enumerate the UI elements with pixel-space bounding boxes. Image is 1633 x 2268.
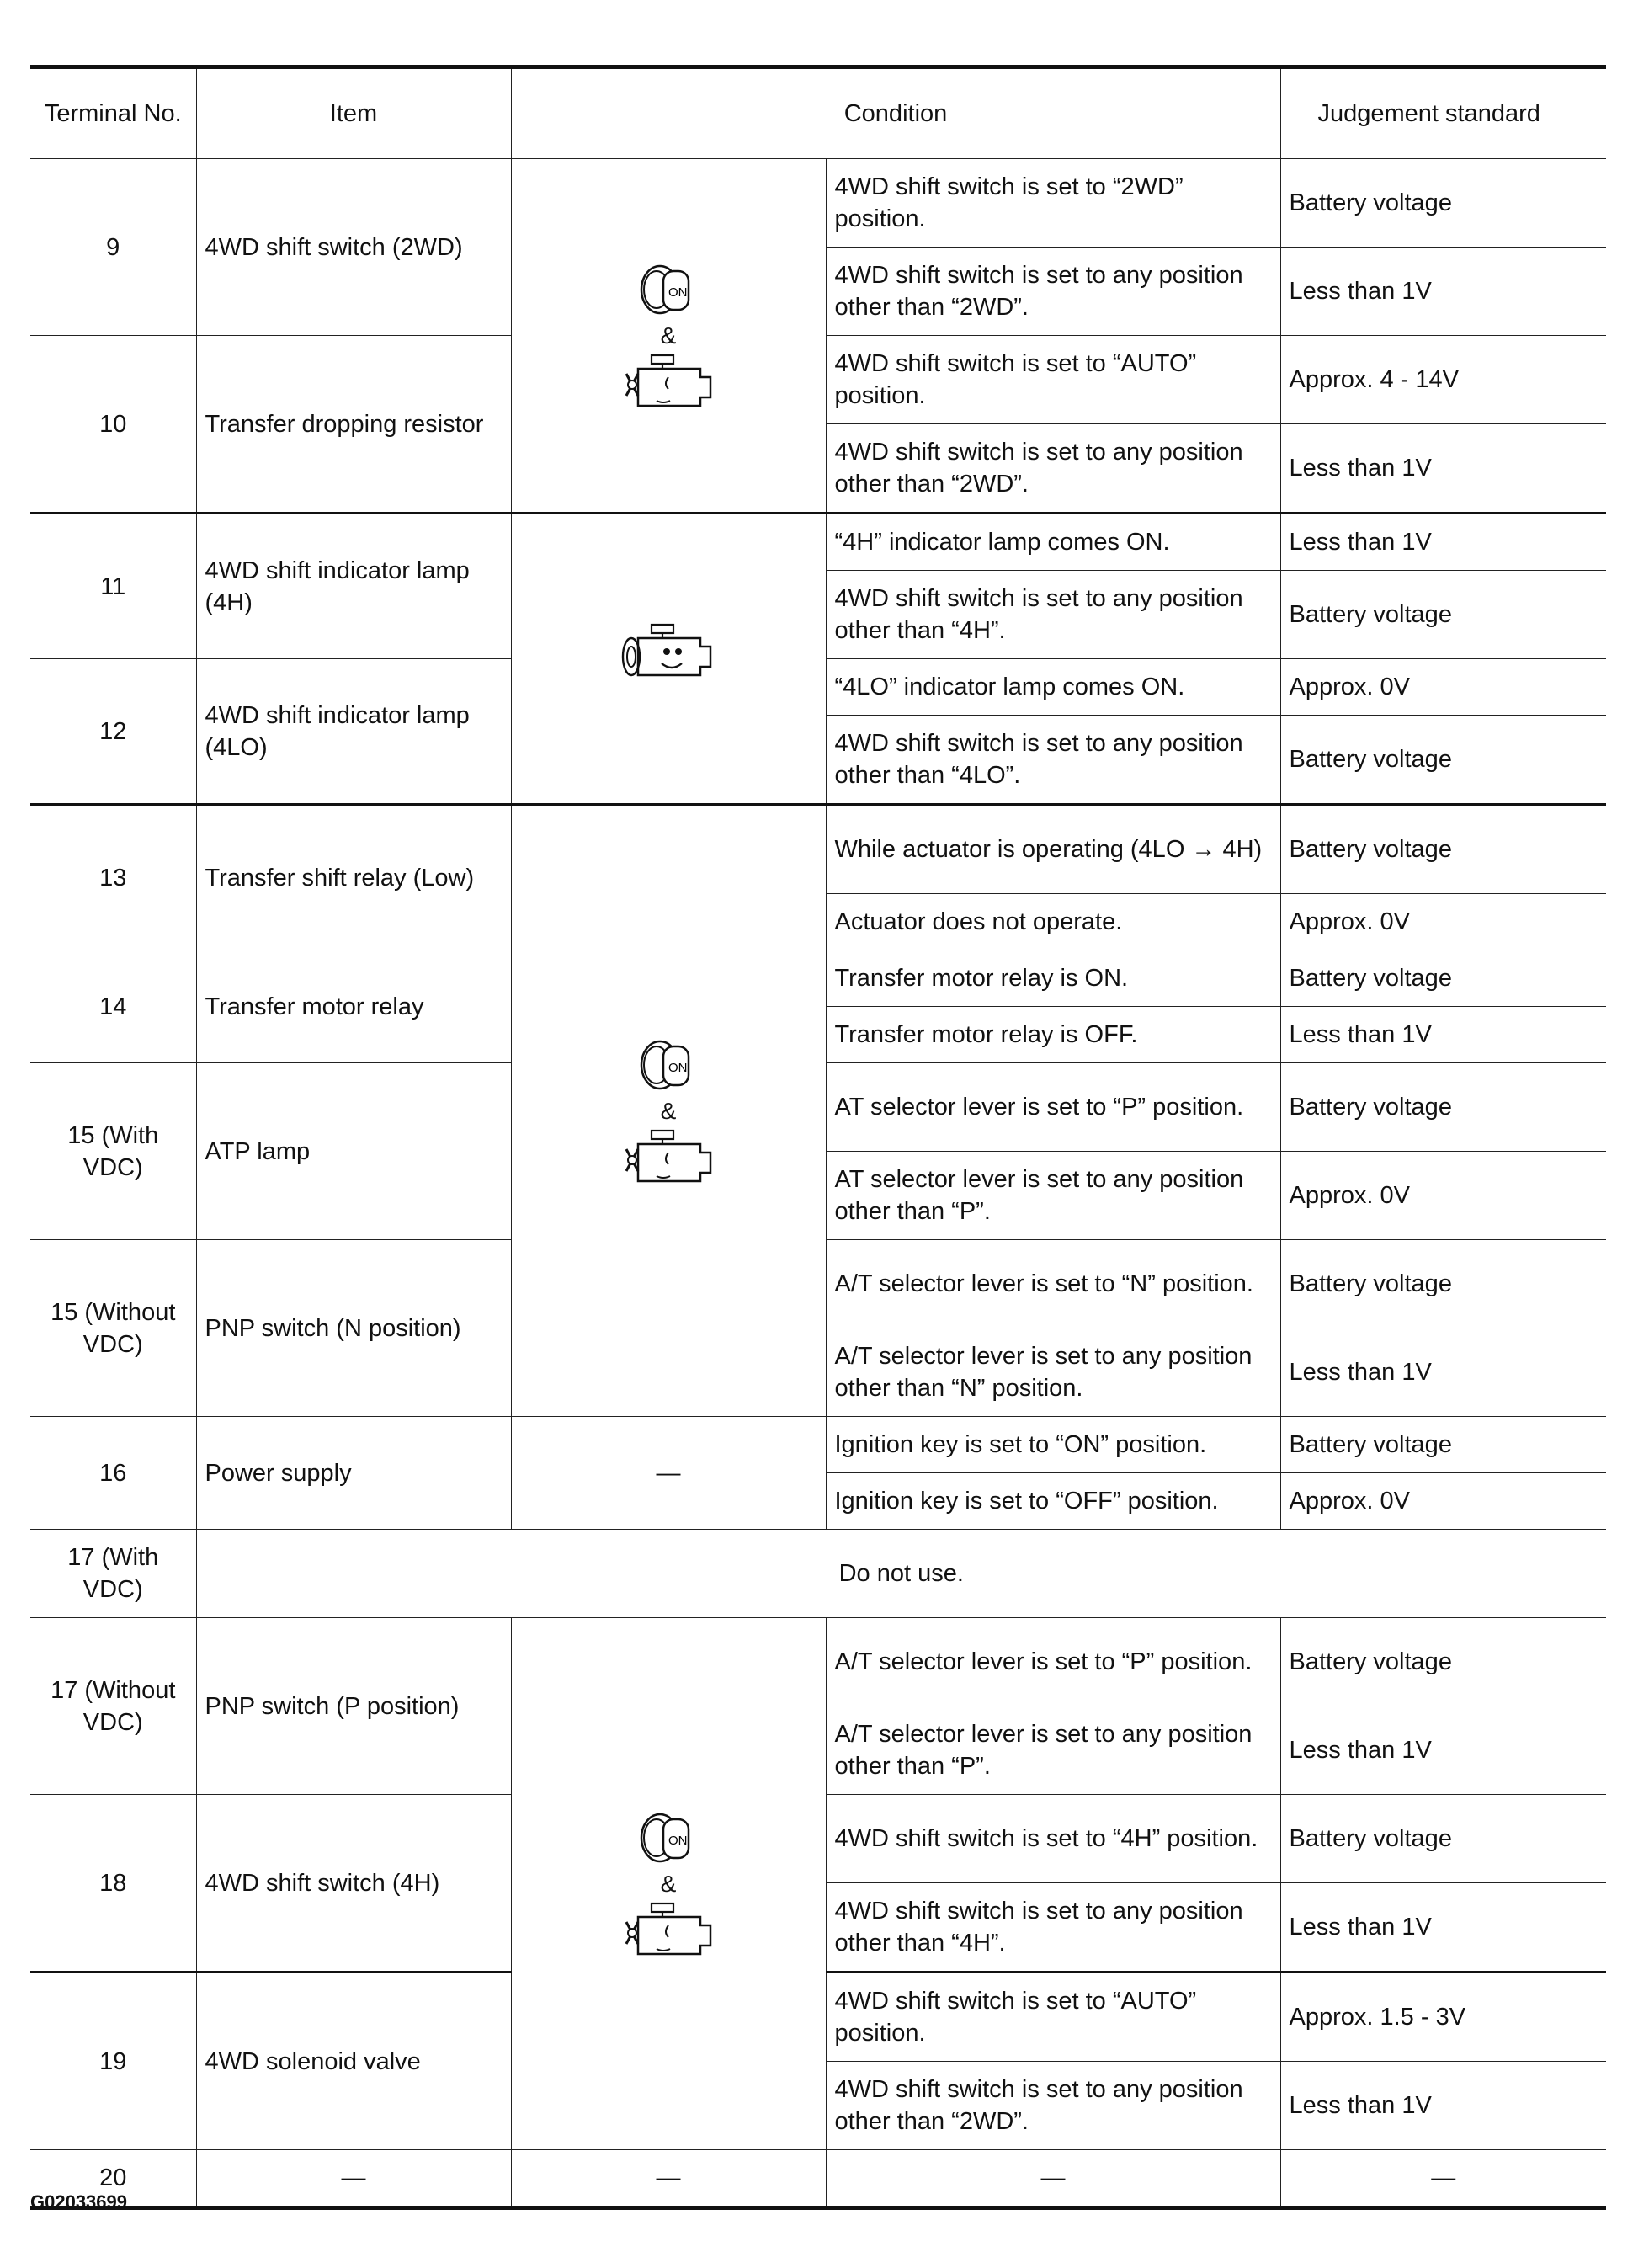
condition-icon-cell	[511, 805, 826, 1417]
judgement-value: —	[1280, 2150, 1606, 2208]
judgement-value: Battery voltage	[1280, 1417, 1606, 1473]
condition-text: A/T selector lever is set to “N” position.	[826, 1240, 1280, 1328]
condition-text: Ignition key is set to “OFF” position.	[826, 1473, 1280, 1530]
judgement-value: Battery voltage	[1280, 716, 1606, 805]
judgement-value: Less than 1V	[1280, 424, 1606, 514]
condition-text: 4WD shift switch is set to “2WD” position.	[826, 159, 1280, 248]
item-name: Transfer motor relay	[196, 950, 511, 1063]
item-name: 4WD solenoid valve	[196, 1973, 511, 2150]
ignition-on-icon	[635, 1809, 702, 1868]
terminal-number: 11	[30, 514, 196, 659]
condition-text: A/T selector lever is set to “P” position.	[826, 1618, 1280, 1706]
condition-text: While actuator is operating (4LO → 4H)	[826, 805, 1280, 894]
ampersand: &	[660, 322, 677, 349]
terminal-number: 16	[30, 1417, 196, 1530]
judgement-value: Approx. 1.5 - 3V	[1280, 1973, 1606, 2062]
ignition-on-icon	[635, 261, 702, 320]
header-item: Item	[196, 67, 511, 159]
table-row	[30, 159, 1606, 248]
terminal-number: 17 (With VDC)	[30, 1530, 196, 1618]
judgement-value: Battery voltage	[1280, 159, 1606, 248]
judgement-value: Less than 1V	[1280, 1328, 1606, 1417]
terminal-number: 15 (With VDC)	[30, 1063, 196, 1240]
item-name: 4WD shift switch (4H)	[196, 1795, 511, 1973]
terminal-number: 19	[30, 1973, 196, 2150]
item-name: 4WD shift indicator lamp (4LO)	[196, 659, 511, 805]
condition-text: 4WD shift switch is set to any position other than “4H”.	[826, 571, 1280, 659]
judgement-value: Battery voltage	[1280, 1063, 1606, 1152]
engine-running-icon	[620, 621, 717, 689]
judgement-value: Less than 1V	[1280, 514, 1606, 571]
judgement-value: Battery voltage	[1280, 571, 1606, 659]
item-name: —	[196, 2150, 511, 2208]
figure-code: G02033699	[30, 2191, 127, 2212]
terminal-judgement-table	[30, 65, 1606, 2210]
condition-text: A/T selector lever is set to any position other than “P”.	[826, 1706, 1280, 1795]
condition-dash: —	[511, 1417, 826, 1530]
judgement-value: Approx. 4 - 14V	[1280, 336, 1606, 424]
terminal-number: 14	[30, 950, 196, 1063]
condition-icon-cell	[511, 159, 826, 514]
judgement-value: Battery voltage	[1280, 1795, 1606, 1883]
engine-stopped-icon	[620, 352, 717, 411]
terminal-number: 18	[30, 1795, 196, 1973]
judgement-value: Approx. 0V	[1280, 894, 1606, 950]
terminal-number: 13	[30, 805, 196, 950]
item-name: PNP switch (P position)	[196, 1618, 511, 1795]
judgement-value: Approx. 0V	[1280, 659, 1606, 716]
item-name: PNP switch (N position)	[196, 1240, 511, 1417]
condition-text: 4WD shift switch is set to “4H” position.	[826, 1795, 1280, 1883]
terminal-table-document	[30, 65, 1606, 2210]
condition-text: “4H” indicator lamp comes ON.	[826, 514, 1280, 571]
judgement-value: Battery voltage	[1280, 1240, 1606, 1328]
judgement-value: Battery voltage	[1280, 950, 1606, 1007]
condition-text: AT selector lever is set to “P” position.	[826, 1063, 1280, 1152]
condition-text: AT selector lever is set to any position other than “P”.	[826, 1152, 1280, 1240]
condition-text: 4WD shift switch is set to “AUTO” position.	[826, 336, 1280, 424]
item-name: Power supply	[196, 1417, 511, 1530]
item-name: Transfer dropping resistor	[196, 336, 511, 514]
header-judgement-standard: Judgement standard	[1280, 67, 1606, 159]
condition-text: 4WD shift switch is set to any position other than “2WD”.	[826, 424, 1280, 514]
table-row	[30, 1417, 1606, 1473]
table-row	[30, 805, 1606, 894]
item-name: 4WD shift switch (2WD)	[196, 159, 511, 336]
table-row	[30, 1618, 1606, 1706]
judgement-value: Less than 1V	[1280, 1883, 1606, 1973]
judgement-value: Less than 1V	[1280, 1007, 1606, 1063]
judgement-value: Less than 1V	[1280, 248, 1606, 336]
condition-dash: —	[511, 2150, 826, 2208]
judgement-value: Battery voltage	[1280, 1618, 1606, 1706]
terminal-number: 10	[30, 336, 196, 514]
item-name: Transfer shift relay (Low)	[196, 805, 511, 950]
terminal-number: 12	[30, 659, 196, 805]
condition-text: Transfer motor relay is ON.	[826, 950, 1280, 1007]
item-name: 4WD shift indicator lamp (4H)	[196, 514, 511, 659]
judgement-value: Approx. 0V	[1280, 1473, 1606, 1530]
condition-text: 4WD shift switch is set to any position other than “2WD”.	[826, 248, 1280, 336]
ignition-on-icon	[635, 1036, 702, 1095]
judgement-value: Battery voltage	[1280, 805, 1606, 894]
terminal-number: 17 (Without VDC)	[30, 1618, 196, 1795]
header-terminal-no: Terminal No.	[30, 67, 196, 159]
do-not-use-note: Do not use.	[196, 1530, 1606, 1618]
ampersand: &	[660, 1097, 677, 1124]
condition-text: Actuator does not operate.	[826, 894, 1280, 950]
table-row	[30, 514, 1606, 571]
condition-text: A/T selector lever is set to any position other than “N” position.	[826, 1328, 1280, 1417]
condition-text: 4WD shift switch is set to “AUTO” position.	[826, 1973, 1280, 2062]
terminal-number: 9	[30, 159, 196, 336]
terminal-number: 15 (Without VDC)	[30, 1240, 196, 1417]
header-condition: Condition	[511, 67, 1280, 159]
condition-text: 4WD shift switch is set to any position other than “4H”.	[826, 1883, 1280, 1973]
engine-stopped-icon	[620, 1900, 717, 1959]
condition-text: 4WD shift switch is set to any position other than “2WD”.	[826, 2062, 1280, 2150]
ampersand: &	[660, 1870, 677, 1897]
condition-text: Ignition key is set to “ON” position.	[826, 1417, 1280, 1473]
terminal-number: 20	[30, 2150, 196, 2208]
table-row	[30, 2150, 1606, 2208]
engine-stopped-icon	[620, 1127, 717, 1186]
condition-text: “4LO” indicator lamp comes ON.	[826, 659, 1280, 716]
judgement-value: Approx. 0V	[1280, 1152, 1606, 1240]
condition-icon-cell	[511, 1618, 826, 2150]
condition-text: Transfer motor relay is OFF.	[826, 1007, 1280, 1063]
item-name: ATP lamp	[196, 1063, 511, 1240]
condition-text: 4WD shift switch is set to any position other than “4LO”.	[826, 716, 1280, 805]
table-row	[30, 1530, 1606, 1618]
judgement-value: Less than 1V	[1280, 2062, 1606, 2150]
condition-text: —	[826, 2150, 1280, 2208]
judgement-value: Less than 1V	[1280, 1706, 1606, 1795]
condition-icon-cell	[511, 514, 826, 805]
